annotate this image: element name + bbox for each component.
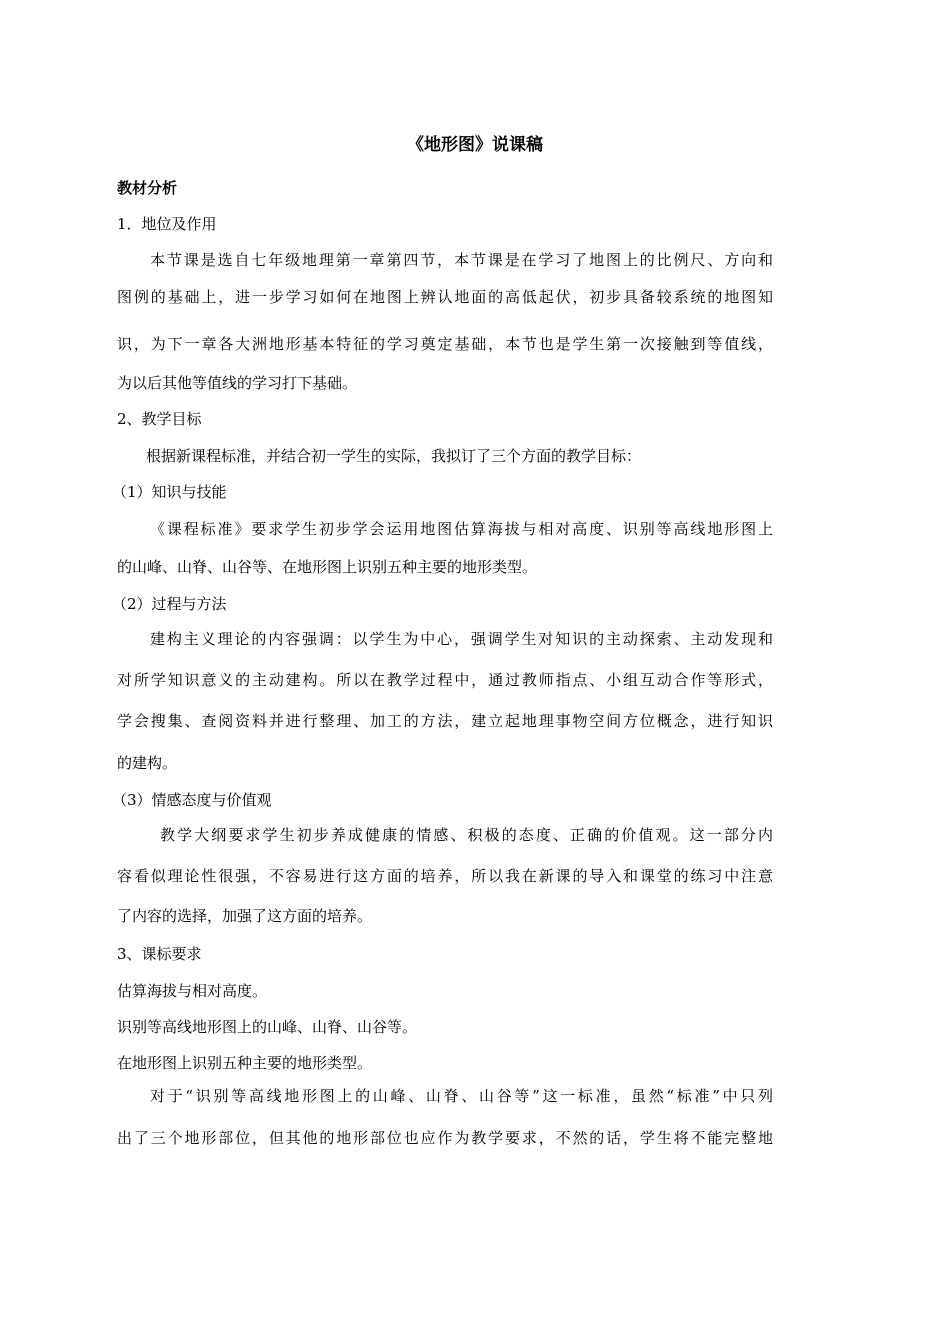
paragraph-line: 为以后其他等值线的学习打下基础。 [117,374,358,392]
paragraph-line: 容看似理论性很强，不容易进行这方面的培养，所以我在新课的导入和课堂的练习中注意 [117,867,773,885]
document-title: 《地形图》说课稿 [407,135,543,155]
paragraph-line: 识，为下一章各大洲地形基本特征的学习奠定基础，本节也是学生第一次接触到等值线， [117,335,773,353]
paragraph-line: 对所学知识意义的主动建构。所以在教学过程中，通过教师指点、小组互动合作等形式， [117,671,773,689]
paragraph-line: 的建构。 [117,754,178,772]
subheading-knowledge-skills: （1）知识与技能 [112,483,227,501]
subheading-attitudes-values: （3）情感态度与价值观 [112,791,272,809]
paragraph-line: 学会搜集、查阅资料并进行整理、加工的方法，建立起地理事物空间方位概念，进行知识 [117,712,773,730]
paragraph-line: 《课程标准》要求学生初步学会运用地图估算海拔与相对高度、识别等高线地形图上 [150,520,773,538]
paragraph-line: 图例的基础上，进一步学习如何在地图上辨认地面的高低起伏，初步具备较系统的地图知 [117,288,773,306]
paragraph-line: 的山峰、山脊、山谷等、在地形图上识别五种主要的地形类型。 [117,558,538,576]
paragraph-line: 本节课是选自七年级地理第一章第四节，本节课是在学习了地图上的比例尺、方向和 [150,251,773,269]
paragraph-line: 根据新课程标准，并结合初一学生的实际，我拟订了三个方面的教学目标： [146,447,642,465]
subheading-process-methods: （2）过程与方法 [112,595,227,613]
paragraph-line: 出了三个地形部位，但其他的地形部位也应作为教学要求，不然的话，学生将不能完整地 [117,1129,773,1147]
subheading-teaching-goals: 2、教学目标 [117,410,202,428]
paragraph-line: 对于“识别等高线地形图上的山峰、山脊、山谷等”这一标准，虽然“标准”中只列 [150,1087,773,1105]
requirement-item: 估算海拔与相对高度。 [117,982,268,1000]
requirement-item: 识别等高线地形图上的山峰、山脊、山谷等。 [117,1018,418,1036]
paragraph-line: 了内容的选择，加强了这方面的培养。 [117,907,373,925]
subheading-curriculum-requirements: 3、课标要求 [117,945,202,963]
paragraph-line: 教学大纲要求学生初步养成健康的情感、积极的态度、正确的价值观。这一部分内 [160,826,773,844]
section-heading: 教材分析 [117,179,178,197]
paragraph-line: 建构主义理论的内容强调：以学生为中心，强调学生对知识的主动探索、主动发现和 [150,630,773,648]
subheading-position-role: 1．地位及作用 [117,215,217,233]
requirement-item: 在地形图上识别五种主要的地形类型。 [117,1054,373,1072]
